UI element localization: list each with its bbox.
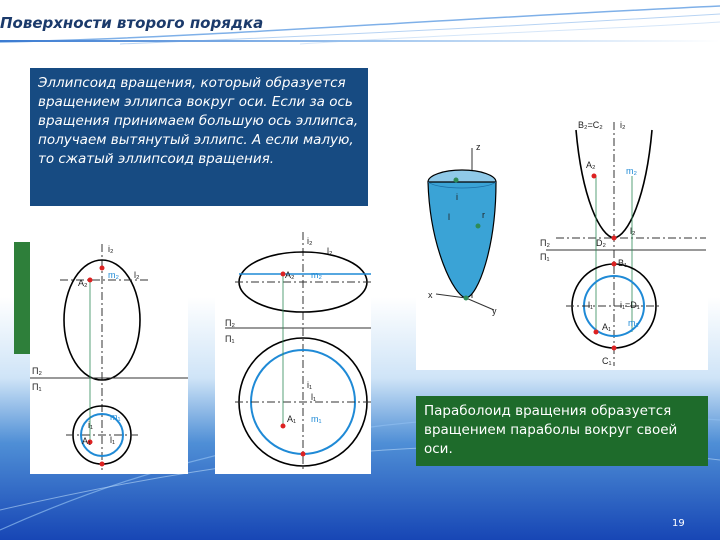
label-l1: l₁	[110, 435, 116, 445]
label-A2: A₂	[78, 278, 88, 288]
paraboloid-drawing	[416, 118, 708, 370]
title-underline	[0, 40, 720, 42]
label-P1: П₁	[32, 382, 42, 392]
label-m2-b: m₂	[311, 270, 322, 280]
ellipsoid-elongated-drawing	[30, 242, 188, 474]
label-P2-p: П₂	[540, 238, 550, 248]
label-P1-b: П₁	[225, 334, 235, 344]
label-m1-b: m₁	[311, 414, 322, 424]
label-P2: П₂	[32, 366, 42, 376]
page-number: 19	[672, 518, 685, 529]
ellipsoid-elongated-panel	[30, 242, 188, 474]
label-l2: l₂	[134, 270, 140, 280]
paraboloid-panel	[416, 118, 708, 370]
label-i1-b: i₁	[307, 380, 313, 390]
label-m2: m₂	[108, 270, 119, 280]
label-l1-b: l₁	[311, 392, 317, 402]
label-l1-p: l₁	[588, 300, 594, 310]
label-y: y	[492, 306, 497, 316]
label-i-3d: i	[456, 192, 458, 202]
label-l-3d: l	[448, 212, 450, 222]
label-i1: i₁	[88, 420, 94, 430]
label-r-3d: r	[482, 210, 485, 220]
paraboloid-description: Параболоид вращения образуется вращением параболы вокруг своей оси.	[416, 396, 708, 466]
label-A1-p: A₁	[602, 322, 612, 332]
label-A2-b: A₂	[285, 270, 295, 280]
label-P2-b: П₂	[225, 318, 235, 328]
label-B2C2: B₂=C₂	[578, 120, 603, 130]
label-P1-p: П₁	[540, 252, 550, 262]
ellipsoid-description: Эллипсоид вращения, который образуется вращением эллипса вокруг оси. Если за ось вращения принимаем большую ось эллипса, получаем вытянутый эллипс. А если малую, то сжатый эллипсоид вращения.	[30, 68, 368, 206]
label-A2-p: A₂	[586, 160, 596, 170]
label-m1-p: m₁	[628, 318, 639, 328]
label-i2-b: i₂	[307, 236, 313, 246]
label-A1: A₁	[82, 436, 92, 446]
ellipsoid-oblate-panel	[215, 230, 371, 474]
ellipsoid-oblate-drawing	[215, 230, 371, 474]
label-i2-p: i₂	[620, 120, 626, 130]
label-D2: D₂	[596, 238, 606, 248]
label-x: x	[428, 290, 433, 300]
label-A1-b: A₁	[287, 414, 297, 424]
label-i1D1: i₁=D₁	[620, 300, 640, 310]
label-C1: C₁	[602, 356, 612, 366]
slide-title: Поверхности второго порядка	[0, 14, 264, 32]
label-z: z	[476, 142, 481, 152]
label-i2: i₂	[108, 244, 114, 254]
label-m1: m₁	[110, 412, 121, 422]
label-l2-p: l₂	[630, 226, 636, 236]
label-B1: B₁	[618, 258, 628, 268]
label-m2-p: m₂	[626, 166, 637, 176]
label-l2-b: l₂	[327, 246, 333, 256]
